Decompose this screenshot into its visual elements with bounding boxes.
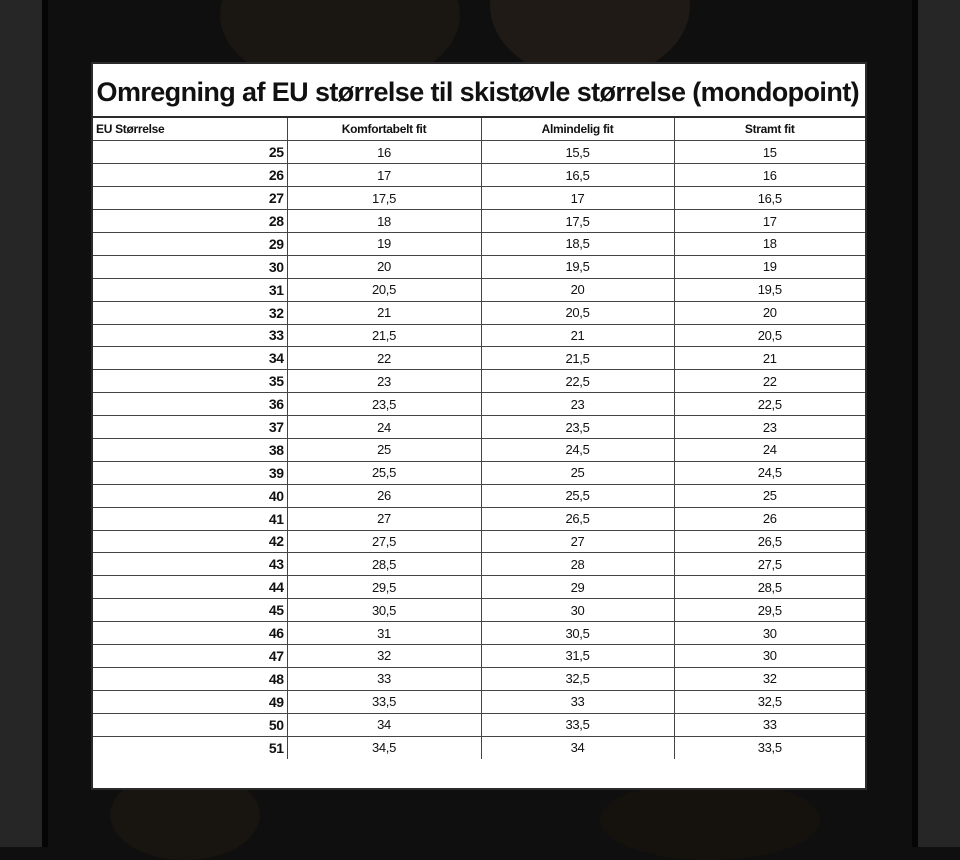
- cell-regular-fit: 17,5: [481, 210, 674, 233]
- cell-tight-fit: 18: [674, 232, 865, 255]
- table-row: [93, 370, 865, 393]
- left-margin-edge: [42, 0, 48, 847]
- table-row: [93, 438, 865, 461]
- cell-tight-fit: 30: [674, 644, 865, 667]
- cell-tight-fit: 28,5: [674, 576, 865, 599]
- cell-tight-fit: 22,5: [674, 393, 865, 416]
- table-row: [93, 690, 865, 713]
- cell-eu-size: 34: [93, 347, 287, 370]
- cell-regular-fit: 19,5: [481, 255, 674, 278]
- cell-regular-fit: 15,5: [481, 141, 674, 164]
- cell-eu-size: 29: [93, 232, 287, 255]
- cell-tight-fit: 24: [674, 438, 865, 461]
- cell-eu-size: 37: [93, 416, 287, 439]
- cell-regular-fit: 21: [481, 324, 674, 347]
- table-row: [93, 576, 865, 599]
- table-row: [93, 713, 865, 736]
- cell-regular-fit: 21,5: [481, 347, 674, 370]
- cell-regular-fit: 16,5: [481, 164, 674, 187]
- cell-eu-size: 38: [93, 438, 287, 461]
- cell-comfort-fit: 21: [287, 301, 481, 324]
- cell-tight-fit: 30: [674, 622, 865, 645]
- cell-tight-fit: 27,5: [674, 553, 865, 576]
- cell-comfort-fit: 20: [287, 255, 481, 278]
- cell-tight-fit: 26,5: [674, 530, 865, 553]
- size-conversion-sheet: [91, 62, 867, 790]
- cell-eu-size: 50: [93, 713, 287, 736]
- cell-regular-fit: 30: [481, 599, 674, 622]
- cell-regular-fit: 25: [481, 461, 674, 484]
- cell-regular-fit: 28: [481, 553, 674, 576]
- column-header-eu-size: EU Størrelse: [93, 118, 287, 141]
- cell-comfort-fit: 32: [287, 644, 481, 667]
- header-row: [93, 118, 865, 141]
- cell-eu-size: 49: [93, 690, 287, 713]
- cell-eu-size: 25: [93, 141, 287, 164]
- cell-regular-fit: 27: [481, 530, 674, 553]
- cell-tight-fit: 20,5: [674, 324, 865, 347]
- column-header-comfort-fit: Komfortabelt fit: [287, 118, 481, 141]
- table-row: [93, 507, 865, 530]
- right-dark-margin: [918, 0, 960, 847]
- cell-comfort-fit: 26: [287, 484, 481, 507]
- cell-regular-fit: 31,5: [481, 644, 674, 667]
- cell-tight-fit: 15: [674, 141, 865, 164]
- table-row: [93, 324, 865, 347]
- table-row: [93, 187, 865, 210]
- cell-tight-fit: 29,5: [674, 599, 865, 622]
- table-row: [93, 553, 865, 576]
- table-row: [93, 484, 865, 507]
- cell-tight-fit: 32,5: [674, 690, 865, 713]
- cell-comfort-fit: 25,5: [287, 461, 481, 484]
- cell-tight-fit: 17: [674, 210, 865, 233]
- cell-tight-fit: 22: [674, 370, 865, 393]
- cell-comfort-fit: 22: [287, 347, 481, 370]
- cell-regular-fit: 18,5: [481, 232, 674, 255]
- background-photo-blur: [600, 780, 820, 860]
- cell-eu-size: 51: [93, 736, 287, 759]
- table-row: [93, 667, 865, 690]
- cell-comfort-fit: 23,5: [287, 393, 481, 416]
- cell-comfort-fit: 28,5: [287, 553, 481, 576]
- cell-regular-fit: 34: [481, 736, 674, 759]
- cell-tight-fit: 19,5: [674, 278, 865, 301]
- left-dark-margin: [0, 0, 42, 847]
- cell-eu-size: 47: [93, 644, 287, 667]
- table-row: [93, 461, 865, 484]
- right-margin-edge: [912, 0, 918, 847]
- table-row: [93, 599, 865, 622]
- table-row: [93, 232, 865, 255]
- cell-tight-fit: 20: [674, 301, 865, 324]
- table-body: [93, 141, 865, 759]
- cell-comfort-fit: 33,5: [287, 690, 481, 713]
- cell-regular-fit: 22,5: [481, 370, 674, 393]
- table-row: [93, 141, 865, 164]
- cell-tight-fit: 16: [674, 164, 865, 187]
- cell-comfort-fit: 23: [287, 370, 481, 393]
- cell-tight-fit: 32: [674, 667, 865, 690]
- cell-eu-size: 46: [93, 622, 287, 645]
- cell-comfort-fit: 17: [287, 164, 481, 187]
- cell-eu-size: 36: [93, 393, 287, 416]
- table-row: [93, 164, 865, 187]
- cell-regular-fit: 23,5: [481, 416, 674, 439]
- cell-eu-size: 40: [93, 484, 287, 507]
- cell-comfort-fit: 19: [287, 232, 481, 255]
- table-row: [93, 736, 865, 759]
- column-header-tight-fit: Stramt fit: [674, 118, 865, 141]
- cell-comfort-fit: 33: [287, 667, 481, 690]
- cell-regular-fit: 33,5: [481, 713, 674, 736]
- cell-eu-size: 39: [93, 461, 287, 484]
- cell-regular-fit: 29: [481, 576, 674, 599]
- cell-tight-fit: 33: [674, 713, 865, 736]
- cell-eu-size: 45: [93, 599, 287, 622]
- cell-comfort-fit: 34: [287, 713, 481, 736]
- table-row: [93, 255, 865, 278]
- table-row: [93, 278, 865, 301]
- cell-comfort-fit: 25: [287, 438, 481, 461]
- cell-tight-fit: 25: [674, 484, 865, 507]
- cell-regular-fit: 17: [481, 187, 674, 210]
- cell-eu-size: 42: [93, 530, 287, 553]
- cell-regular-fit: 33: [481, 690, 674, 713]
- cell-eu-size: 41: [93, 507, 287, 530]
- table-row: [93, 301, 865, 324]
- cell-eu-size: 48: [93, 667, 287, 690]
- cell-tight-fit: 33,5: [674, 736, 865, 759]
- cell-eu-size: 27: [93, 187, 287, 210]
- cell-regular-fit: 23: [481, 393, 674, 416]
- cell-comfort-fit: 24: [287, 416, 481, 439]
- table-row: [93, 347, 865, 370]
- cell-tight-fit: 26: [674, 507, 865, 530]
- cell-comfort-fit: 34,5: [287, 736, 481, 759]
- cell-tight-fit: 16,5: [674, 187, 865, 210]
- cell-comfort-fit: 21,5: [287, 324, 481, 347]
- cell-tight-fit: 21: [674, 347, 865, 370]
- cell-eu-size: 30: [93, 255, 287, 278]
- cell-tight-fit: 24,5: [674, 461, 865, 484]
- column-header-regular-fit: Almindelig fit: [481, 118, 674, 141]
- cell-tight-fit: 19: [674, 255, 865, 278]
- cell-comfort-fit: 16: [287, 141, 481, 164]
- table-row: [93, 416, 865, 439]
- cell-eu-size: 44: [93, 576, 287, 599]
- cell-comfort-fit: 29,5: [287, 576, 481, 599]
- cell-regular-fit: 32,5: [481, 667, 674, 690]
- cell-tight-fit: 23: [674, 416, 865, 439]
- cell-eu-size: 26: [93, 164, 287, 187]
- cell-comfort-fit: 17,5: [287, 187, 481, 210]
- table-row: [93, 644, 865, 667]
- cell-comfort-fit: 27: [287, 507, 481, 530]
- table-row: [93, 393, 865, 416]
- cell-eu-size: 32: [93, 301, 287, 324]
- cell-regular-fit: 26,5: [481, 507, 674, 530]
- cell-comfort-fit: 20,5: [287, 278, 481, 301]
- sheet-title: Omregning af EU størrelse til skistøvle størrelse (mondopoint): [93, 64, 865, 118]
- cell-eu-size: 31: [93, 278, 287, 301]
- table-row: [93, 530, 865, 553]
- cell-eu-size: 28: [93, 210, 287, 233]
- cell-comfort-fit: 30,5: [287, 599, 481, 622]
- cell-regular-fit: 24,5: [481, 438, 674, 461]
- table-row: [93, 210, 865, 233]
- cell-eu-size: 33: [93, 324, 287, 347]
- cell-comfort-fit: 27,5: [287, 530, 481, 553]
- cell-comfort-fit: 18: [287, 210, 481, 233]
- size-conversion-table: [93, 118, 865, 759]
- cell-eu-size: 43: [93, 553, 287, 576]
- cell-comfort-fit: 31: [287, 622, 481, 645]
- table-row: [93, 622, 865, 645]
- cell-regular-fit: 30,5: [481, 622, 674, 645]
- cell-regular-fit: 20: [481, 278, 674, 301]
- cell-regular-fit: 25,5: [481, 484, 674, 507]
- cell-eu-size: 35: [93, 370, 287, 393]
- cell-regular-fit: 20,5: [481, 301, 674, 324]
